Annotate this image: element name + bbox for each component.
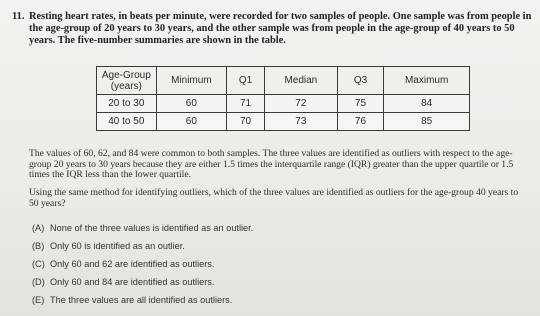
header-q3: Q3 <box>337 67 384 95</box>
header-median: Median <box>265 67 338 95</box>
five-number-summary-table <box>96 66 470 131</box>
header-q1: Q1 <box>227 67 265 95</box>
option-text: Only 60 and 84 are identified as outliers. <box>50 277 215 287</box>
table-cell: 84 <box>384 95 470 113</box>
table-cell: 20 to 30 <box>97 95 157 113</box>
header-maximum: Maximum <box>384 67 470 95</box>
header-age-group: Age-Group (years) <box>97 67 157 95</box>
table-row <box>97 95 470 113</box>
prompt-paragraph: Using the same method for identifying outliers, which of the three values are identified as outliers for the age-group 40 years to 50 years? <box>29 187 519 209</box>
table-cell: 75 <box>337 95 384 113</box>
answer-option-c[interactable] <box>32 259 214 270</box>
header-minimum: Minimum <box>156 67 226 95</box>
option-text: Only 60 and 62 are identified as outliers. <box>50 259 215 269</box>
question-number: 11. <box>12 11 25 22</box>
answer-option-b[interactable] <box>32 241 185 252</box>
table-cell: 60 <box>156 95 226 113</box>
table-cell: 60 <box>156 113 226 131</box>
option-text: The three values are all identified as outliers. <box>50 295 233 305</box>
table-cell: 71 <box>227 95 265 113</box>
option-label: (E) <box>32 295 45 305</box>
option-label: (A) <box>32 223 45 233</box>
question-text: Resting heart rates, in beats per minute, were recorded for two samples of people. One sample was from people in the age-group of 20 years to 30 years, and the other sample was from people in the age-group of 40 years to 50 years. The five-number summaries are shown in the table. <box>29 11 532 46</box>
answer-option-a[interactable] <box>32 223 253 234</box>
option-label: (B) <box>32 241 45 251</box>
table-cell: 85 <box>384 113 470 131</box>
option-label: (D) <box>32 277 45 287</box>
table-cell: 40 to 50 <box>97 113 157 131</box>
question-stem <box>12 11 534 47</box>
option-label: (C) <box>32 259 45 269</box>
table-cell: 70 <box>227 113 265 131</box>
info-paragraph: The values of 60, 62, and 84 were common to both samples. The three values are identified as outliers with respect to the age-group 20 years to 30 years because they are either 1.5 times the interquartile range (IQR) greater than the upper quartile or 1.5 times the IQR less than the lower quartile. <box>29 148 514 181</box>
table-cell: 76 <box>337 113 384 131</box>
option-text: Only 60 is identified as an outlier. <box>50 241 185 251</box>
option-text: None of the three values is identified as an outlier. <box>50 223 254 233</box>
table-header-row <box>97 67 470 95</box>
table-cell: 73 <box>265 113 338 131</box>
answer-option-d[interactable] <box>32 277 214 288</box>
table-row <box>97 113 470 131</box>
answer-option-e[interactable] <box>32 295 232 306</box>
table-cell: 72 <box>265 95 338 113</box>
